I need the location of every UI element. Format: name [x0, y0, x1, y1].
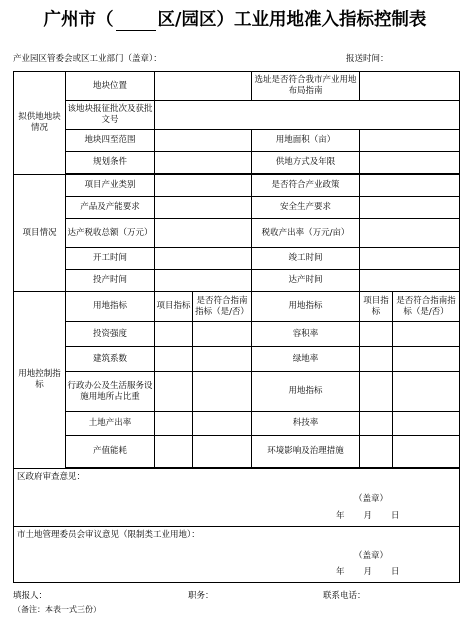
label-tax-total: 达产税收总额（万元）	[66, 219, 155, 248]
label-tax-rate: 税收产出率（万元/亩）	[252, 219, 360, 248]
value-category[interactable]	[155, 175, 252, 197]
value-env-meets[interactable]	[393, 436, 460, 468]
city-opinion-label: 市土地管理委员会审议意见（限制类工业用地）：	[17, 530, 200, 540]
value-tax-total[interactable]	[155, 219, 252, 248]
label-safety: 安全生产要求	[252, 197, 360, 219]
value-env-proj[interactable]	[360, 436, 393, 468]
value-intensity-meets[interactable]	[193, 322, 252, 347]
footer-note: （备注：本表一式三份）	[13, 605, 101, 614]
control-table	[13, 71, 460, 583]
value-policy[interactable]	[360, 175, 460, 197]
value-plot-ratio-proj[interactable]	[360, 322, 393, 347]
district-opinion-label: 区政府审查意见：	[17, 472, 86, 482]
value-output[interactable]	[360, 270, 460, 292]
label-indicator-l: 用地指标	[66, 292, 155, 322]
label-energy: 产值能耗	[66, 436, 155, 468]
label-approval: 该地块报征批次及获批文号	[66, 101, 155, 130]
label-tech: 科技率	[252, 412, 360, 436]
district-blank	[116, 14, 156, 31]
value-tech-proj[interactable]	[360, 412, 393, 436]
label-boundary: 地块四至范围	[66, 130, 155, 152]
value-approval[interactable]	[155, 101, 460, 130]
city-seal: （盖章）	[354, 551, 389, 561]
label-output: 达产时间	[252, 270, 360, 292]
value-building-meets[interactable]	[193, 347, 252, 372]
district-date: 年 月 日	[336, 511, 400, 521]
value-land-output-proj[interactable]	[155, 412, 193, 436]
district-opinion-box[interactable]	[14, 469, 460, 527]
value-tech-meets[interactable]	[393, 412, 460, 436]
footer-position: 职务：	[188, 591, 214, 601]
value-plan-fit[interactable]	[360, 72, 460, 101]
label-complete: 竣工时间	[252, 248, 360, 270]
value-boundary[interactable]	[155, 130, 252, 152]
label-supply: 供地方式及年限	[252, 152, 360, 174]
value-tax-rate[interactable]	[360, 219, 460, 248]
value-standard[interactable]	[155, 197, 252, 219]
label-green: 绿地率	[252, 347, 360, 372]
value-green-meets[interactable]	[393, 347, 460, 372]
label-indicator2: 用地指标	[252, 372, 360, 412]
value-green-proj[interactable]	[360, 347, 393, 372]
value-intensity-proj[interactable]	[155, 322, 193, 347]
label-proj-ind-r: 项目指标	[360, 292, 393, 322]
value-complete[interactable]	[360, 248, 460, 270]
label-building: 建筑系数	[66, 347, 155, 372]
value-energy-meets[interactable]	[193, 436, 252, 468]
label-area: 用地面积（亩）	[252, 130, 360, 152]
section-land: 拟供地地块情况	[14, 72, 66, 175]
value-land-output-meets[interactable]	[193, 412, 252, 436]
district-seal: （盖章）	[354, 494, 389, 504]
section-project: 项目情况	[14, 175, 66, 292]
value-location[interactable]	[155, 72, 252, 101]
label-indicator-r: 用地指标	[252, 292, 360, 322]
label-invest: 投产时间	[66, 270, 155, 292]
city-date: 年 月 日	[336, 567, 400, 577]
header-dept: 产业园区管委会或区工业部门（盖章）：	[13, 54, 162, 64]
header-date: 报送时间：	[346, 54, 389, 64]
value-energy-proj[interactable]	[155, 436, 193, 468]
value-admin-meets[interactable]	[193, 372, 252, 412]
label-meets-r: 是否符合指南指标（是/否）	[393, 292, 460, 322]
label-plan-fit: 选址是否符合我市产业用地布局指南	[252, 72, 360, 101]
label-intensity: 投资强度	[66, 322, 155, 347]
value-indicator2-proj[interactable]	[360, 372, 393, 412]
section-control: 用地控制指标	[14, 292, 66, 469]
value-indicator2-meets[interactable]	[393, 372, 460, 412]
value-planning[interactable]	[155, 152, 252, 174]
footer-filler: 填报人：	[13, 591, 48, 601]
label-category: 项目产业类别	[66, 175, 155, 197]
label-land-output: 土地产出率	[66, 412, 155, 436]
label-location: 地块位置	[66, 72, 155, 101]
label-policy: 是否符合产业政策	[252, 175, 360, 197]
label-start: 开工时间	[66, 248, 155, 270]
city-opinion-box[interactable]	[14, 527, 460, 583]
value-start[interactable]	[155, 248, 252, 270]
value-safety[interactable]	[360, 197, 460, 219]
label-planning: 规划条件	[66, 152, 155, 174]
label-meets-l: 是否符合指南指标（是/否）	[193, 292, 252, 322]
label-plot-ratio: 容积率	[252, 322, 360, 347]
label-proj-ind-l: 项目指标	[155, 292, 193, 322]
label-standard: 产品及产能要求	[66, 197, 155, 219]
value-plot-ratio-meets[interactable]	[393, 322, 460, 347]
page-title: 广州市（ 区/园区）工业用地准入指标控制表	[43, 10, 427, 30]
value-admin-proj[interactable]	[155, 372, 193, 412]
label-env: 环境影响及治理措施	[252, 436, 360, 468]
footer-phone: 联系电话：	[323, 591, 366, 601]
value-building-proj[interactable]	[155, 347, 193, 372]
value-area[interactable]	[360, 130, 460, 152]
label-admin: 行政办公及生活服务设施用地所占比重	[66, 372, 155, 412]
value-invest[interactable]	[155, 270, 252, 292]
value-supply[interactable]	[360, 152, 460, 174]
